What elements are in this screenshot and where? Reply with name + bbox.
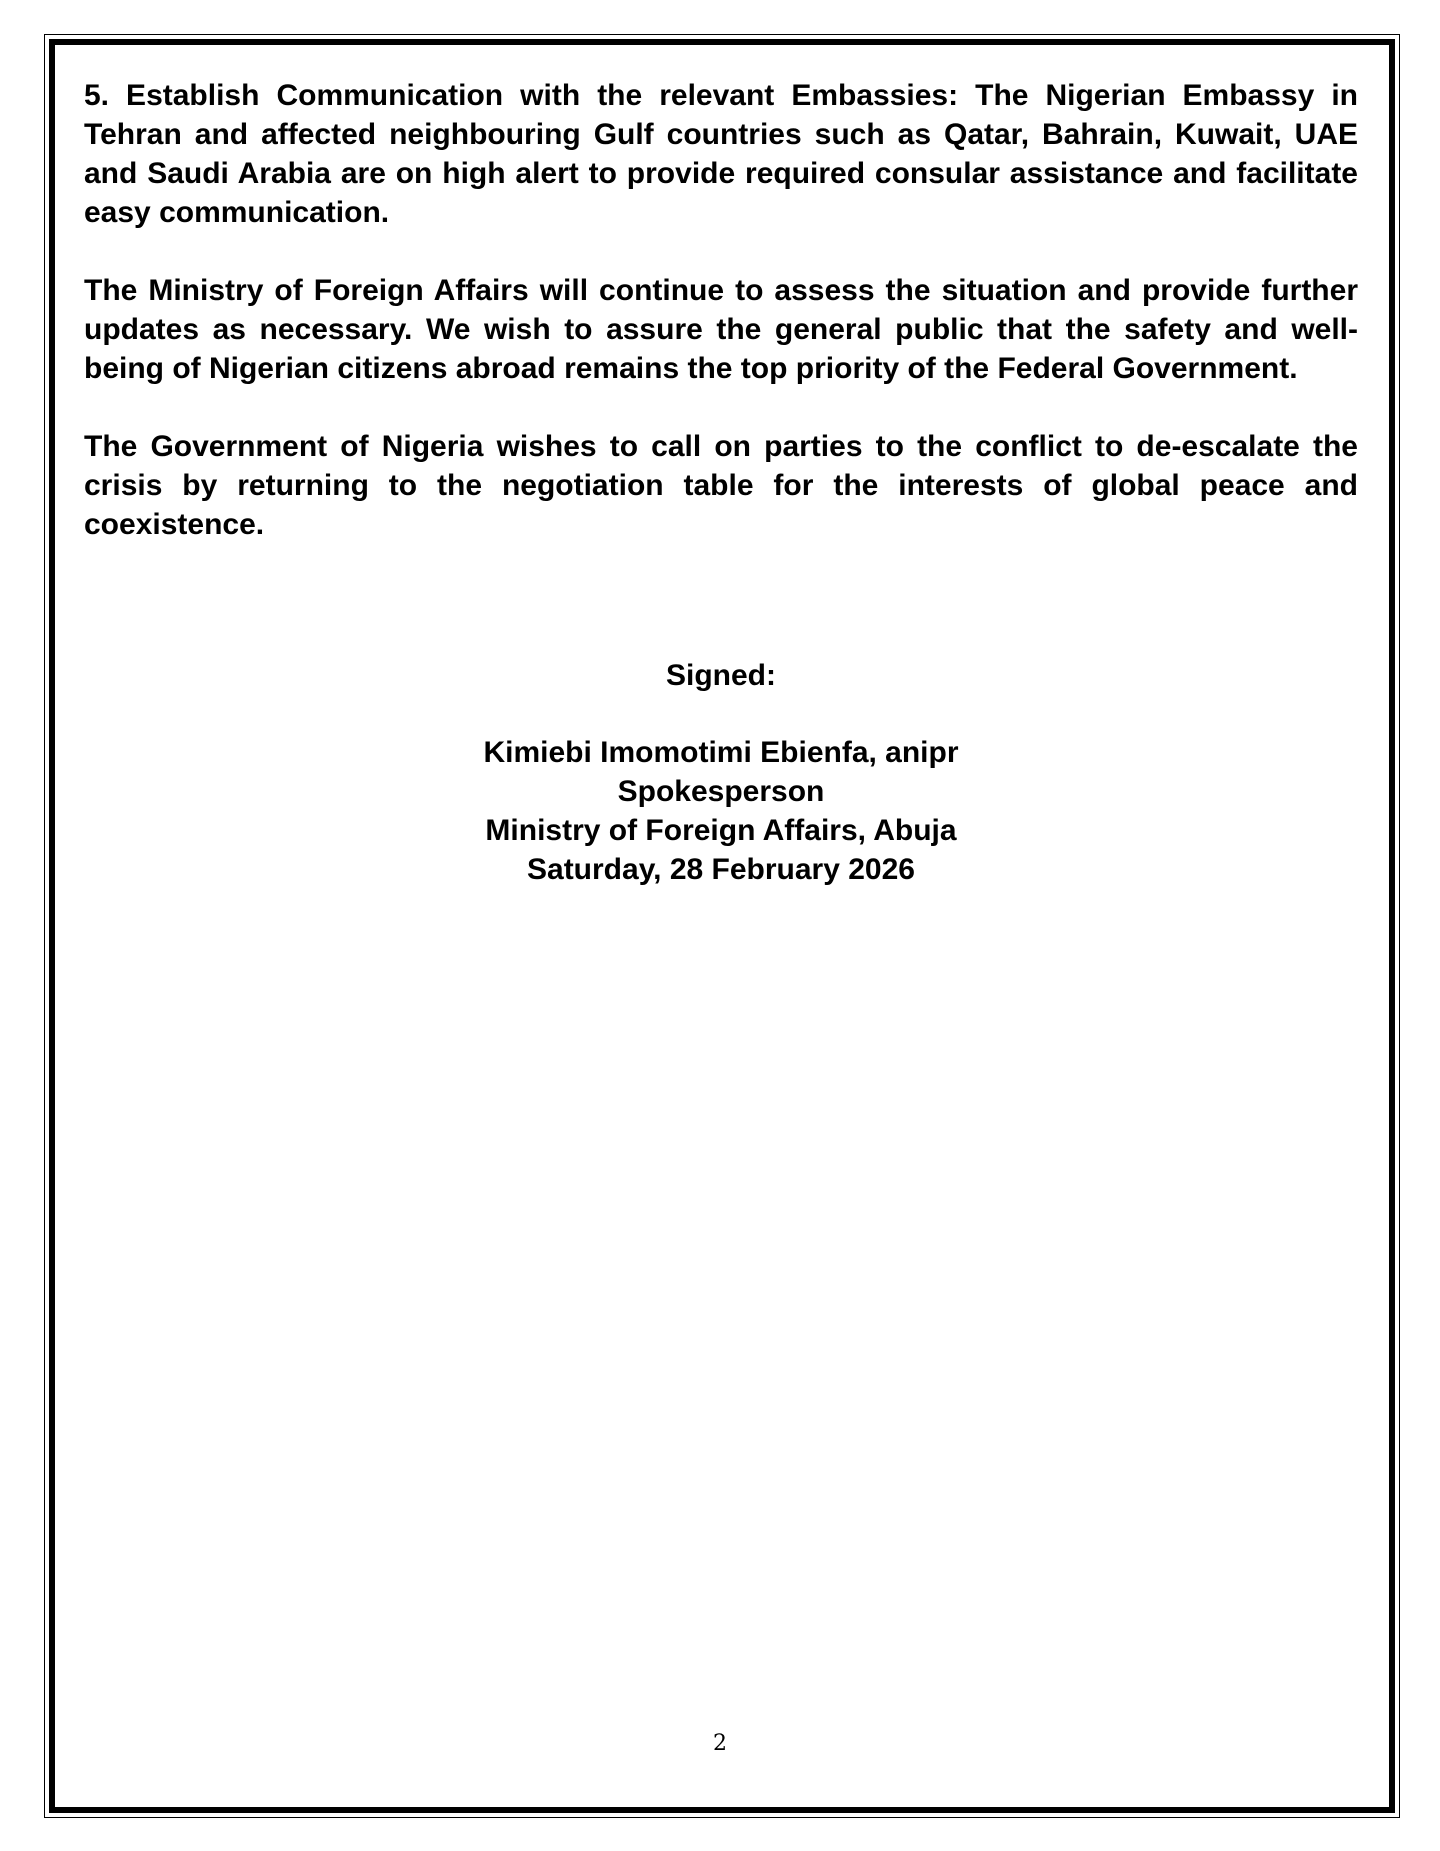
paragraph-embassies: 5. Establish Communication with the relevant Embassies: The Nigerian Embassy in Tehran and affected neighbouring Gulf countries such as Qatar, Bahrain, Kuwait, UAE and Saudi Arabia are on high alert to provide required consular assistance and facilitate easy communication. — [84, 79, 1358, 229]
signature-block — [84, 656, 1358, 889]
signature-date: Saturday, 28 February 2026 — [527, 853, 915, 886]
signatory-title: Spokesperson — [617, 775, 825, 808]
document-body — [84, 76, 1358, 583]
page-number: 2 — [713, 1731, 727, 1756]
signatory-name: Kimiebi Imomotimi Ebienfa, anipr — [483, 736, 959, 769]
paragraph-ministry-updates: The Ministry of Foreign Affairs will continue to assess the situation and provide further updates as necessary. We wish to assure the general public that the safety and well-being of Nigerian citizens abroad remains the top priority of the Federal Government. — [84, 274, 1358, 385]
signatory-organization: Ministry of Foreign Affairs, Abuja — [485, 814, 957, 847]
paragraph-de-escalation: The Government of Nigeria wishes to call on parties to the conflict to de-escalate the crisis by returning to the negotiation table for the interests of global peace and coexistence. — [84, 430, 1358, 541]
signed-label: Signed: — [666, 659, 776, 692]
